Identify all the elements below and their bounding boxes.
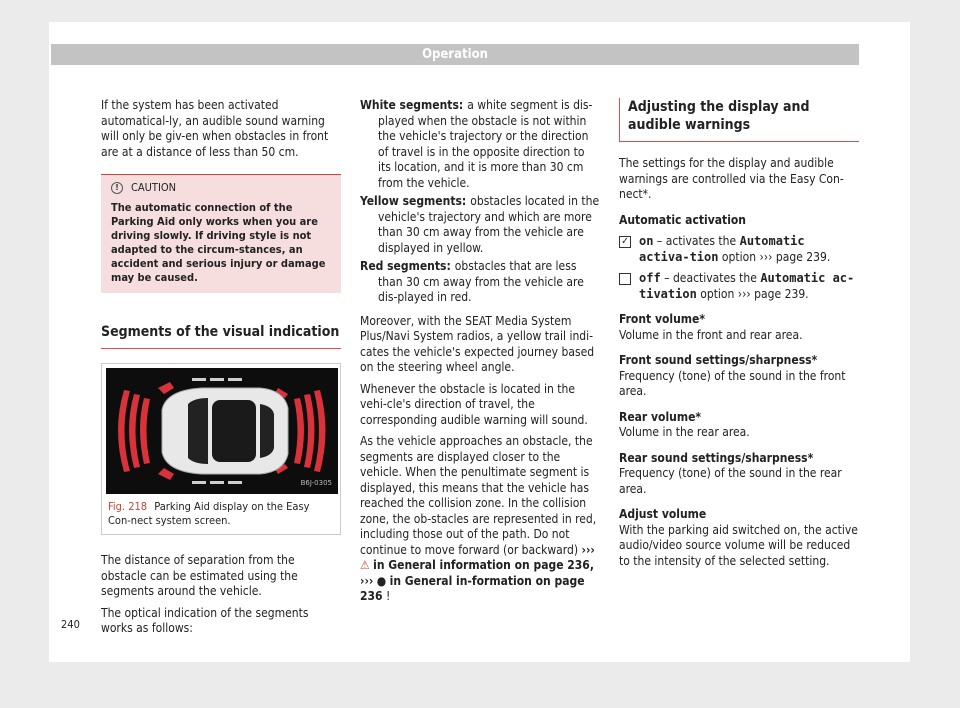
figure-caption [106,494,336,530]
paragraph: With the parking aid switched on, the active audio/video source volume will be reduced to the intensity of the selected setting. [619,522,858,568]
cross-ref-arrow[interactable]: ››› [581,542,595,557]
paragraph: Volume in the front and rear area. [619,327,803,342]
term-white: White segments: [360,98,464,112]
paragraph: Whenever the obstacle is located in the vehi-cle's direction of travel, the corresponding audible warning will sound. [360,381,588,427]
paragraph: The optical indication of the segments works as follows: [101,605,309,635]
term-red: Red segments: [360,259,451,273]
term-yellow: Yellow segments: [360,194,467,208]
definition-white: White segments: a white segment is dis-played when the obstacle is not within the vehicle's trajectory or the direction of travel is in the opposite direction to its location, and it is more than 30 cm from the vehicle. [360,98,593,190]
figure-caption-text: Parking Aid display on the Easy Con-nect system screen. [108,500,310,527]
subheading: Rear sound settings/sharpness* [619,450,814,465]
definition-red: Red segments: obstacles that are less than 30 cm away from the vehicle are dis-played in red. [360,259,584,304]
subheading: Automatic activation [619,212,746,227]
column-1 [101,98,341,643]
figure [101,363,341,535]
paragraph: Frequency (tone) of the sound in the rear area. [619,466,842,496]
subheading: Adjust volume [619,507,707,521]
paragraph: The distance of separation from the obstacle can be estimated using the segments around the vehicle. [101,553,298,598]
page-number: 240 [61,618,80,631]
section-title: Adjusting the display and audible warnings [619,98,859,142]
paragraph: Volume in the rear area. [619,425,750,439]
caution-text: The automatic connection of the Parking Aid only works when you are driving slowly. If driving style is not adapted to the circum-stances, an accident and serious injury or damage may be caused. [111,201,326,284]
caution-icon: ! [111,182,123,194]
caution-box [101,174,341,293]
subheading: Front volume* [619,312,706,326]
paragraph: Moreover, with the SEAT Media System Plus/Navi System radios, a yellow trail indi-cates the vehicle's expected journey based on the steering wheel angle. [360,313,595,374]
parking-aid-figure [106,368,338,494]
paragraph: As the vehicle approaches an obstacle, the segments are displayed closer to the vehicle. When the penultimate segment is displayed, this means that the vehicle has reached the collision zone. In the collision zone, the ob-stacles are represented in red, including those out of the path. Do not continue to move forward (or backward) ››› ⚠ in General information on page 236, ››› ● in General in-formation on page 236 ! [360,434,597,603]
column-2 [360,98,600,611]
option-off: off – deactivates the Automatic ac-tivation option ››› page 239. [619,271,859,302]
warning-triangle-icon: ⚠ [360,558,370,572]
cross-ref-link[interactable]: in General in-formation on page 236 [360,573,585,603]
figure-code: B6J-0305 [300,478,332,487]
column-3 [619,98,859,575]
info-icon: ● [376,573,387,588]
subheading: Front sound settings/sharpness* [619,353,818,367]
cross-ref-link[interactable]: in General information on page 236, [373,558,594,572]
unchecked-box-icon [619,273,631,285]
subheading: Rear volume* [619,409,702,424]
paragraph: The settings for the display and audible warnings are controlled via the Easy Con-nect*. [619,156,844,201]
figure-number: Fig. 218 [108,500,148,513]
paragraph: Frequency (tone) of the sound in the front area. [619,368,846,398]
intro-paragraph: If the system has been activated automatical-ly, an audible sound warning will only be giv-en when obstacles in front are at a distance of less than 50 cm. [101,98,329,159]
cross-ref-arrow[interactable]: ››› [360,573,374,588]
definition-yellow: Yellow segments: obstacles located in the vehicle's trajectory and which are more than 30 cm away from the vehicle are displayed in yellow. [360,194,600,255]
section-title: Segments of the visual indication [101,323,341,349]
caution-label: CAUTION [131,181,177,194]
checked-box-icon: ✓ [619,236,631,248]
section-header: Operation [51,44,859,65]
option-on: ✓ on – activates the Automatic activa-tion option ››› page 239. [619,234,859,265]
